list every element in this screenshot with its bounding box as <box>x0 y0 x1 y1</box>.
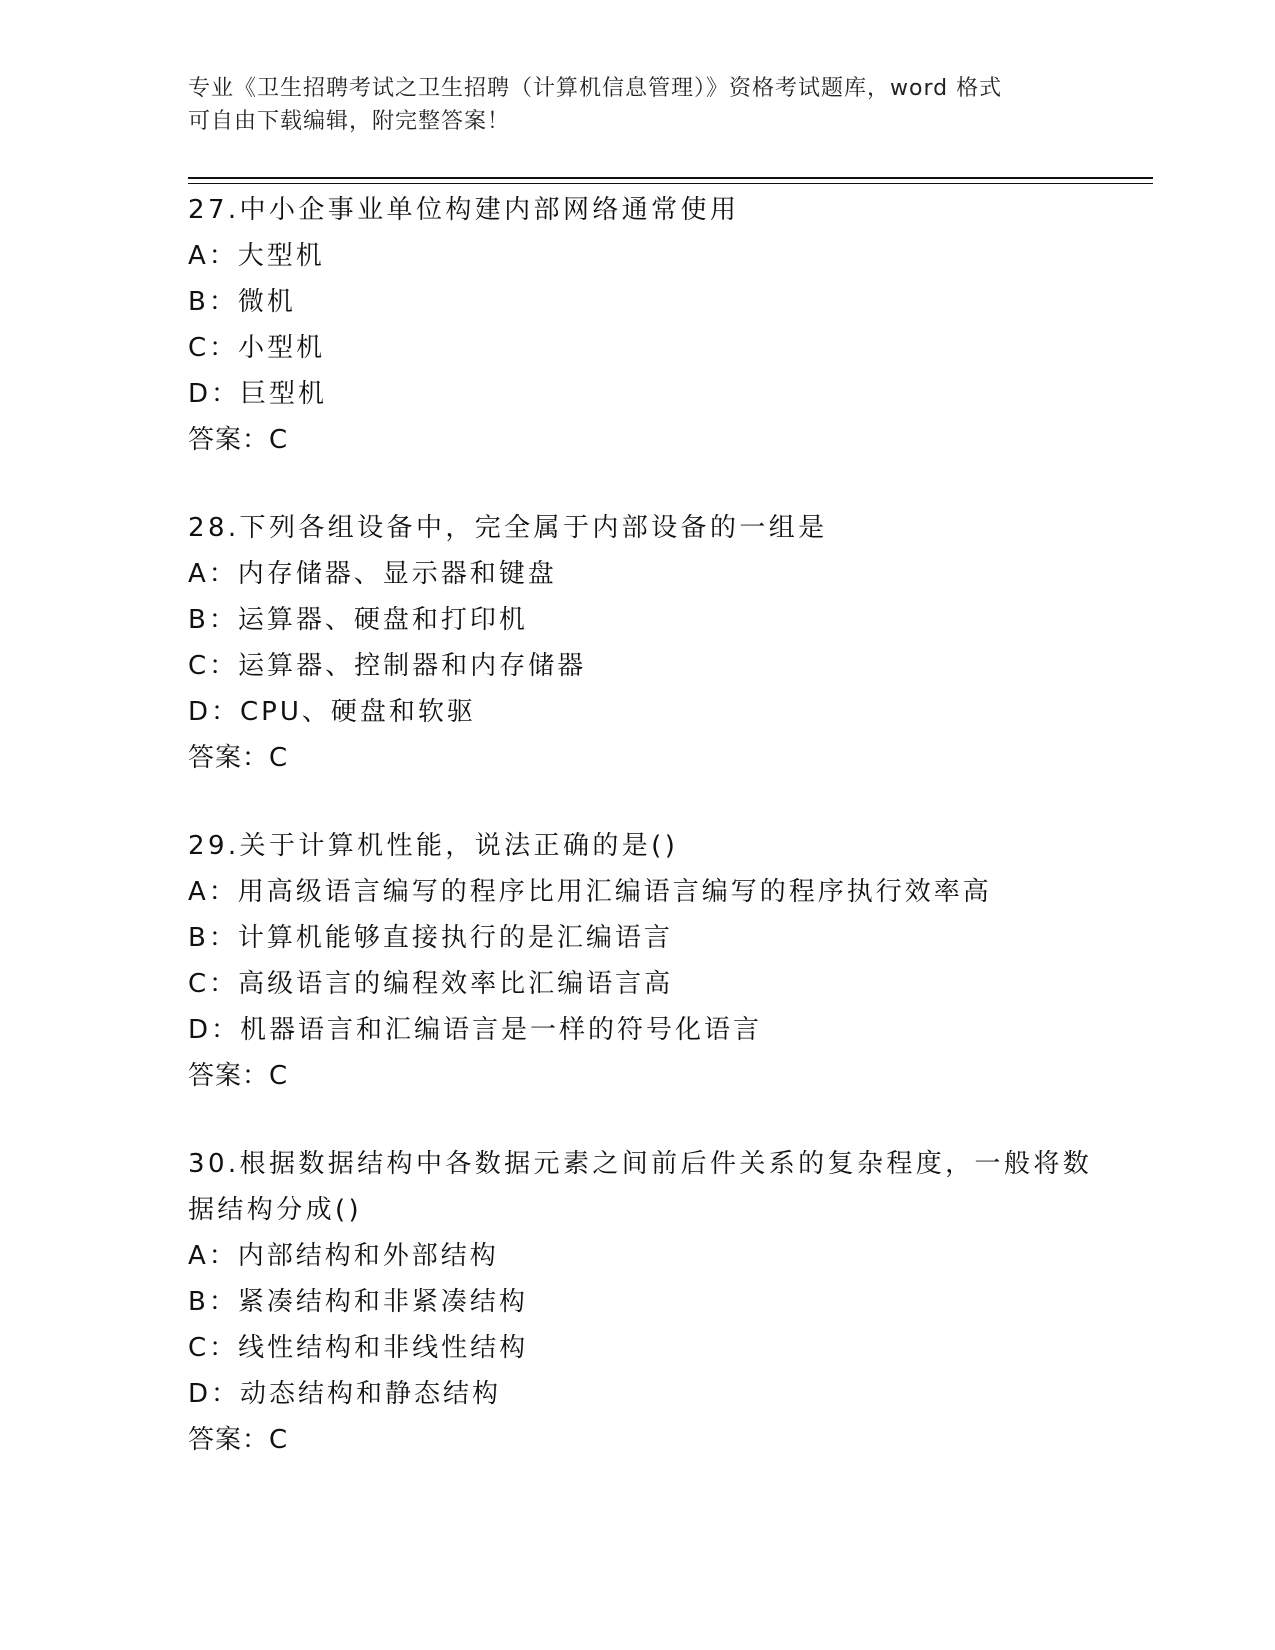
answer-line: 答案：C <box>188 1061 289 1091</box>
option-c: C：线性结构和非线性结构 <box>188 1333 529 1363</box>
header-divider-thick <box>188 177 1153 179</box>
header-line-1: 专业《卫生招聘考试之卫生招聘（计算机信息管理）》资格考试题库，word 格式 <box>188 76 1003 101</box>
question-list <box>188 187 1093 1505</box>
option-b: B：运算器、硬盘和打印机 <box>188 605 528 635</box>
question-stem: 27.中小企事业单位构建内部网络通常使用 <box>188 195 740 225</box>
question-27 <box>188 187 1088 463</box>
question-stem: 29.关于计算机性能，说法正确的是() <box>188 831 679 861</box>
option-c: C：高级语言的编程效率比汇编语言高 <box>188 969 674 999</box>
question-stem-line-2: 据结构分成() <box>188 1195 363 1225</box>
header-line-2: 可自由下载编辑，附完整答案！ <box>188 109 511 134</box>
option-a: A：大型机 <box>188 241 325 271</box>
option-d: D：CPU、硬盘和软驱 <box>188 697 476 727</box>
document-header <box>188 72 1068 138</box>
answer-line: 答案：C <box>188 1425 289 1455</box>
question-30 <box>188 1141 1093 1463</box>
option-c: C：小型机 <box>188 333 326 363</box>
answer-line: 答案：C <box>188 425 289 455</box>
question-stem: 28.下列各组设备中，完全属于内部设备的一组是 <box>188 513 828 543</box>
option-d: D：巨型机 <box>188 379 328 409</box>
option-c: C：运算器、控制器和内存储器 <box>188 651 587 681</box>
option-a: A：内存储器、显示器和键盘 <box>188 559 557 589</box>
option-b: B：紧凑结构和非紧凑结构 <box>188 1287 528 1317</box>
option-a: A：内部结构和外部结构 <box>188 1241 499 1271</box>
question-stem-line-1: 30.根据数据结构中各数据元素之间前后件关系的复杂程度，一般将数 <box>188 1149 1093 1179</box>
option-d: D：动态结构和静态结构 <box>188 1379 502 1409</box>
option-a: A：用高级语言编写的程序比用汇编语言编写的程序执行效率高 <box>188 877 992 907</box>
question-29 <box>188 823 1088 1099</box>
option-d: D：机器语言和汇编语言是一样的符号化语言 <box>188 1015 763 1045</box>
option-b: B：计算机能够直接执行的是汇编语言 <box>188 923 673 953</box>
answer-line: 答案：C <box>188 743 289 773</box>
question-28 <box>188 505 1088 781</box>
header-divider-thin <box>188 183 1153 184</box>
option-b: B：微机 <box>188 287 296 317</box>
